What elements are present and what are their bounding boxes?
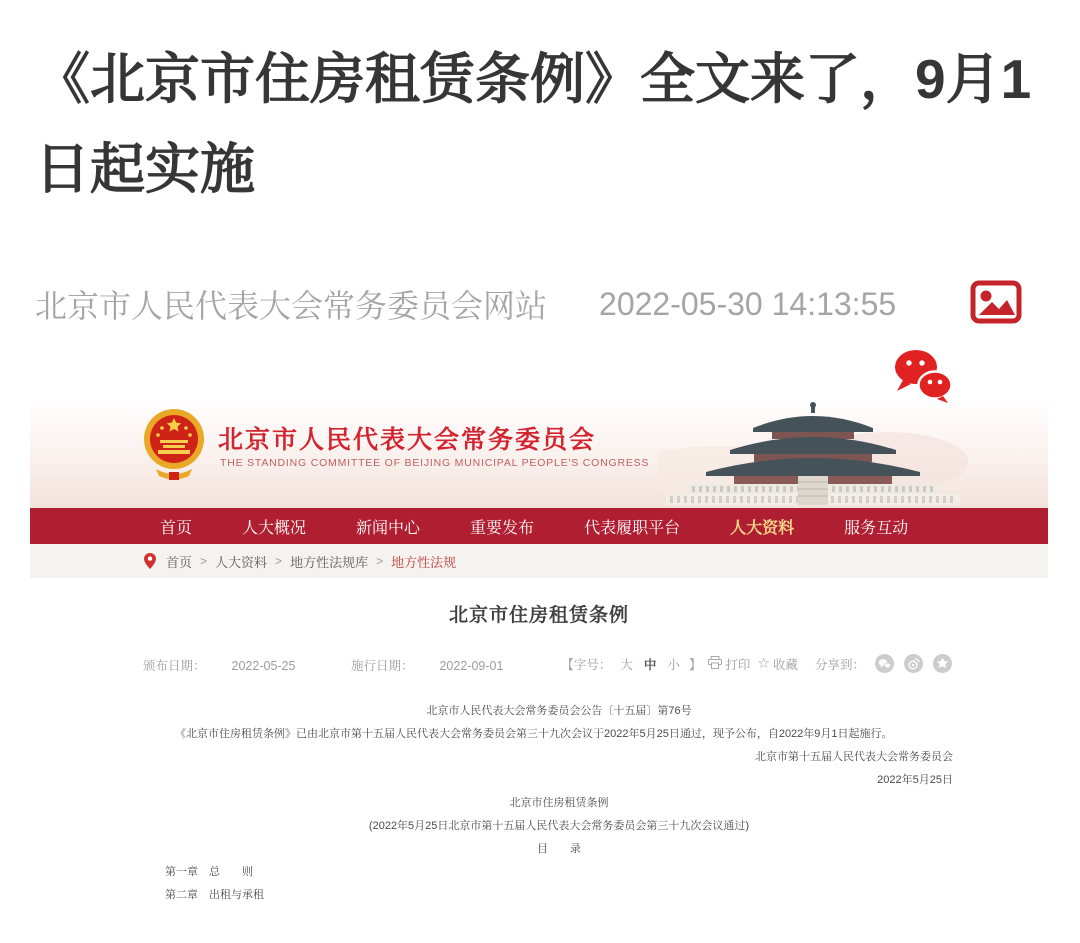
wechat-share-icon[interactable] [875, 654, 894, 673]
temple-of-heaven-illustration [658, 402, 968, 513]
crumb-separator: > [376, 554, 384, 568]
font-size-small-button[interactable]: 小 [667, 657, 680, 672]
regulation-dates [143, 656, 555, 674]
body-paragraph: 第一章 总 则 [165, 866, 253, 878]
crumb-home[interactable]: 首页 [166, 554, 193, 570]
body-paragraph: 2022年5月25日 [877, 774, 953, 786]
location-pin-icon [144, 553, 156, 569]
article-meta-row [35, 281, 965, 327]
nav-item-npc-overview[interactable]: 人大概况 [242, 519, 307, 537]
site-navbar [30, 508, 1048, 544]
publish-date [143, 659, 325, 673]
crumb-separator: > [200, 554, 208, 568]
print-label: 打印 [725, 657, 751, 672]
print-button[interactable] [708, 655, 750, 673]
body-paragraph: 《北京市住房租赁条例》已由北京市第十五届人民代表大会常务委员会第三十九次会议于2022年5月25日通过，现予公布，自2022年9月1日起施行。 [175, 728, 893, 740]
website-screenshot [30, 400, 1048, 905]
share-to-label: 分享到： [814, 657, 865, 672]
site-name: 北京市人民代表大会常务委员会 [218, 426, 597, 454]
image-icon [970, 280, 1022, 329]
regulation-toolbar [561, 654, 952, 673]
effective-date [351, 659, 529, 673]
site-name-english: THE STANDING COMMITTEE OF BEIJING MUNICIPAL PEOPLE'S CONGRESS [220, 457, 650, 469]
article-source: 北京市人民代表大会常务委员会网站 [35, 288, 548, 324]
printer-icon [708, 656, 722, 672]
effective-date-label: 施行日期： [350, 659, 414, 673]
favorite-label: 收藏 [772, 657, 798, 672]
wechat-bubbles-icon [892, 347, 954, 408]
effective-date-value: 2022-09-01 [439, 659, 504, 673]
body-paragraph: 北京市人民代表大会常务委员会公告〔十五届〕第76号 [426, 705, 692, 717]
body-paragraph: 目 录 [537, 843, 581, 855]
weibo-share-icon[interactable] [904, 654, 923, 673]
site-banner [30, 400, 1048, 508]
nav-item-services[interactable]: 服务互动 [844, 519, 909, 537]
nav-item-news-center[interactable]: 新闻中心 [356, 519, 421, 537]
regulation-body [165, 700, 953, 907]
article-timestamp: 2022-05-30 14:13:55 [599, 285, 897, 322]
nav-item-important-releases[interactable]: 重要发布 [470, 519, 535, 537]
article-headline: 《北京市住房租赁条例》全文来了，9月1日起实施 [35, 48, 1032, 201]
font-size-label-close: 】 [688, 657, 702, 672]
nav-item-home[interactable]: 首页 [160, 519, 193, 537]
publish-date-label: 颁布日期： [143, 659, 206, 673]
national-emblem-logo [142, 406, 206, 485]
regulation-meta-bar [30, 654, 1048, 674]
crumb-separator: > [275, 554, 283, 568]
crumb-npc-materials[interactable]: 人大资料 [215, 554, 268, 570]
crumb-local-regulations-library[interactable]: 地方性法规库 [290, 554, 369, 570]
font-size-medium-button[interactable]: 中 [643, 657, 657, 672]
body-paragraph: (2022年5月25日北京市第十五届人民代表大会常务委员会第三十九次会议通过) [368, 820, 750, 832]
breadcrumb [30, 544, 1048, 578]
publish-date-value: 2022-05-25 [231, 659, 296, 673]
crumb-current-page: 地方性法规 [391, 554, 457, 570]
regulation-title: 北京市住房租赁条例 [448, 605, 629, 626]
nav-item-npc-materials[interactable]: 人大资料 [730, 519, 795, 537]
qzone-share-icon[interactable] [933, 654, 952, 673]
body-paragraph: 北京市住房租赁条例 [509, 797, 609, 809]
star-icon: ☆ [757, 655, 770, 671]
nav-item-deputy-platform[interactable]: 代表履职平台 [584, 519, 681, 537]
font-size-large-button[interactable]: 大 [620, 657, 633, 672]
body-paragraph: 第二章 出租与承租 [165, 889, 264, 901]
favorite-button[interactable] [757, 655, 798, 673]
font-size-label-open: 【字号： [561, 657, 612, 672]
body-paragraph: 北京市第十五届人民代表大会常务委员会 [755, 751, 953, 763]
